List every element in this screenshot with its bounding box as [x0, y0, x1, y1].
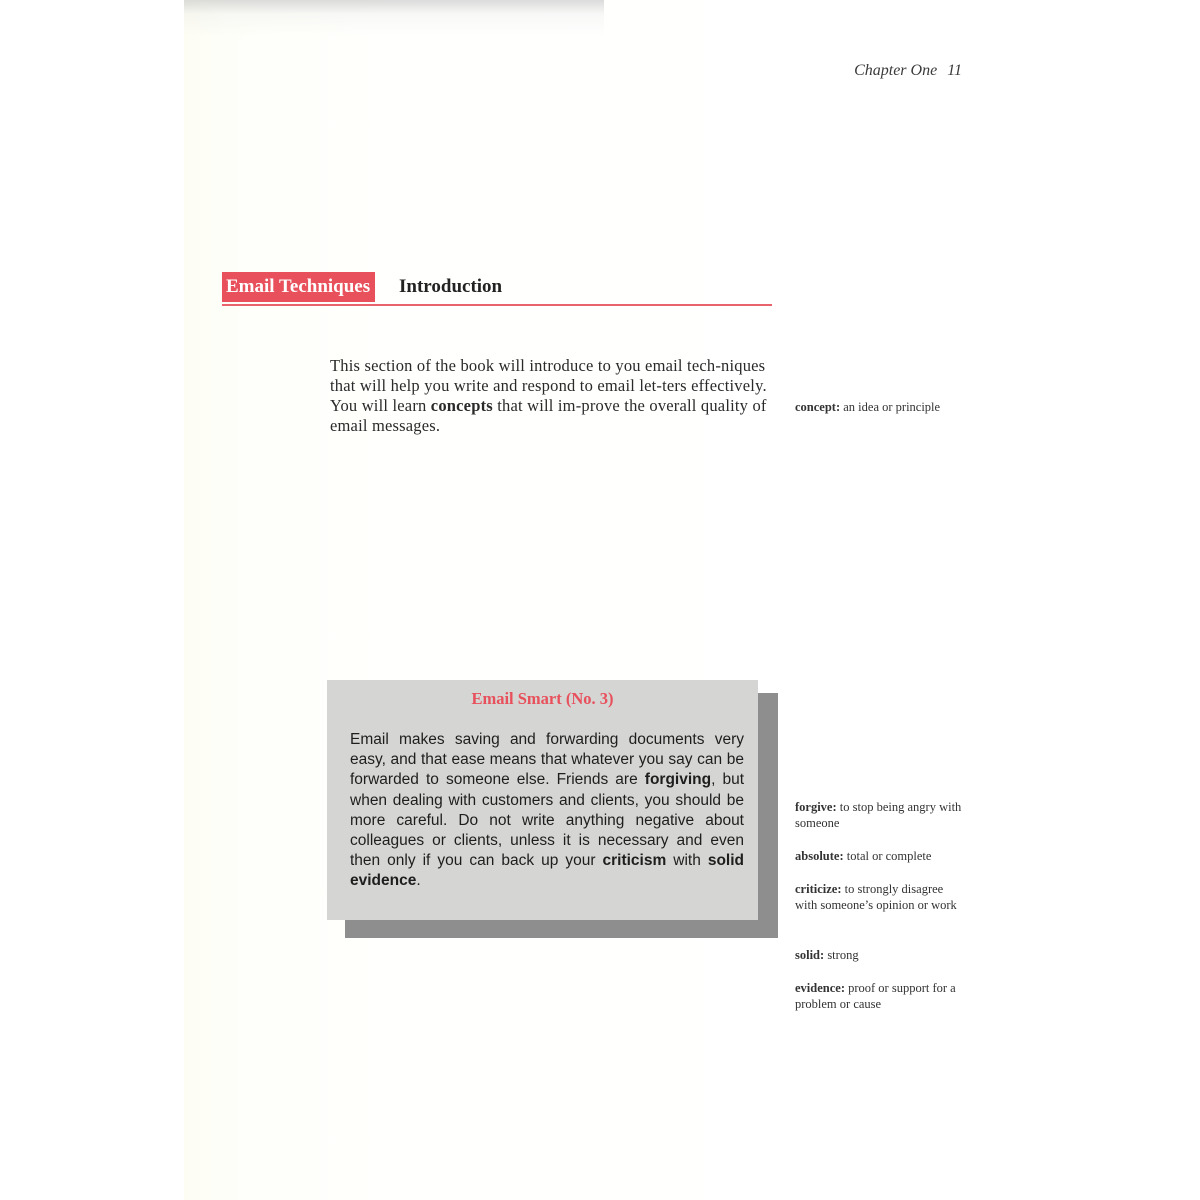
intro-run: This section of the book will introduce to you email tech-niques that will help you write and respond to email let-ters effectively. You will learn [330, 356, 767, 415]
running-head [854, 62, 962, 80]
glossary-term: criticize: [795, 882, 842, 896]
intro-run-bold: concepts [430, 396, 493, 415]
tip-run: , but when dealing with customers and clients, you should be more careful. Do not write anything negative about colleagues or clients, unless it is necessary and even then only if you can back up your [350, 771, 745, 870]
glossary-term: evidence: [795, 981, 845, 995]
glossary-definition: an idea or principle [840, 400, 941, 414]
glossary-term: forgive: [795, 800, 837, 814]
glossary-entry-forgive [795, 799, 965, 831]
tip-box [327, 680, 758, 920]
section-title: Introduction [399, 276, 503, 297]
tip-run: . [416, 872, 421, 890]
glossary-term: absolute: [795, 849, 844, 863]
glossary-entry-concept [795, 399, 965, 415]
section-heading [222, 272, 772, 306]
tip-run-bold: solid evidence [350, 852, 744, 890]
glossary-entry-evidence [795, 980, 965, 1012]
glossary-definition: to strongly disagree with someone’s opinion or work [795, 882, 957, 912]
intro-paragraph [330, 356, 770, 436]
tip-run-bold: forgiving [644, 771, 712, 789]
tip-box-body [350, 730, 744, 892]
glossary-entry-criticize [795, 881, 965, 913]
glossary-definition: strong [824, 948, 859, 962]
section-label: Email Techniques [222, 272, 375, 302]
tip-run: Email makes saving and forwarding documents very easy, and that ease means that whatever you say can be forwarded to someone else. Friends are [350, 731, 744, 789]
glossary-entry-absolute [795, 848, 965, 864]
glossary-definition: proof or support for a problem or cause [795, 981, 956, 1011]
tip-run: with [666, 852, 708, 870]
glossary-entry-solid [795, 947, 965, 963]
page-number: 11 [947, 62, 962, 79]
page-shadow [184, 0, 604, 40]
glossary-definition: to stop being angry with someone [795, 800, 962, 830]
paper-sheet [184, 0, 1200, 1200]
glossary-term: concept: [795, 400, 841, 414]
tip-run-bold: criticism [602, 852, 667, 870]
tip-box-title: Email Smart (No. 3) [471, 689, 614, 708]
intro-run: that will im-prove the overall quality of email messages. [330, 396, 767, 435]
chapter-label: Chapter One [854, 62, 938, 79]
glossary-definition: total or complete [843, 849, 932, 863]
glossary-term: solid: [795, 948, 825, 962]
